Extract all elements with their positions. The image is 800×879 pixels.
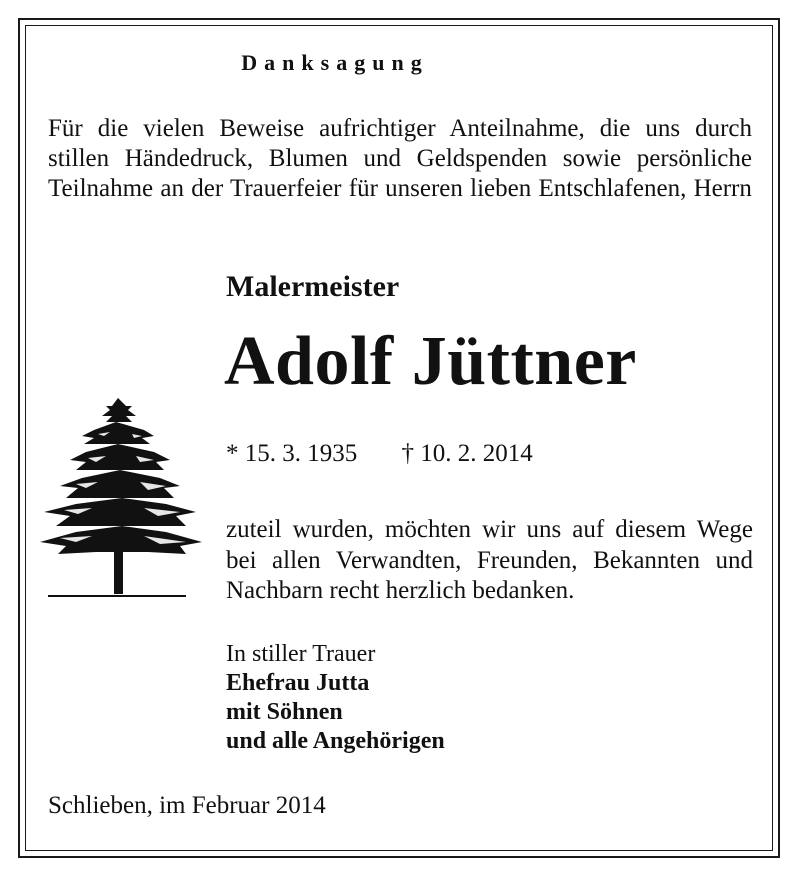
signoff-line-2: Ehefrau Jutta — [226, 670, 370, 696]
signoff-line-4: und alle Angehörigen — [226, 728, 445, 754]
closing-text: zuteil wurden, möchten wir uns auf diesem Wege bei allen Verwandten, Freunden, Bekannten und Nachbarn recht herzlich bedanken. — [226, 516, 753, 604]
intro-text: Für die vielen Beweise aufrichtiger Anteilnahme, die uns durch stillen Händedruck, Blumen und Geldspenden sowie persönliche Teilnahme an der Trauerfeier für unseren lieben Entschlafenen, Herrn — [48, 115, 752, 202]
deceased-name: Adolf Jüttner — [224, 323, 637, 400]
signoff-line-3: mit Söhnen — [226, 699, 343, 725]
deceased-profession: Malermeister — [226, 270, 400, 303]
life-dates — [226, 440, 533, 468]
place-and-date: Schlieben, im Februar 2014 — [48, 792, 326, 819]
birth-date: * 15. 3. 1935 — [226, 440, 358, 467]
signoff-line-1: In stiller Trauer — [226, 641, 376, 667]
fir-tree-icon — [36, 394, 208, 600]
signoff-block — [226, 640, 445, 756]
notice-heading: Danksagung — [241, 50, 429, 75]
death-date: † 10. 2. 2014 — [401, 440, 533, 467]
